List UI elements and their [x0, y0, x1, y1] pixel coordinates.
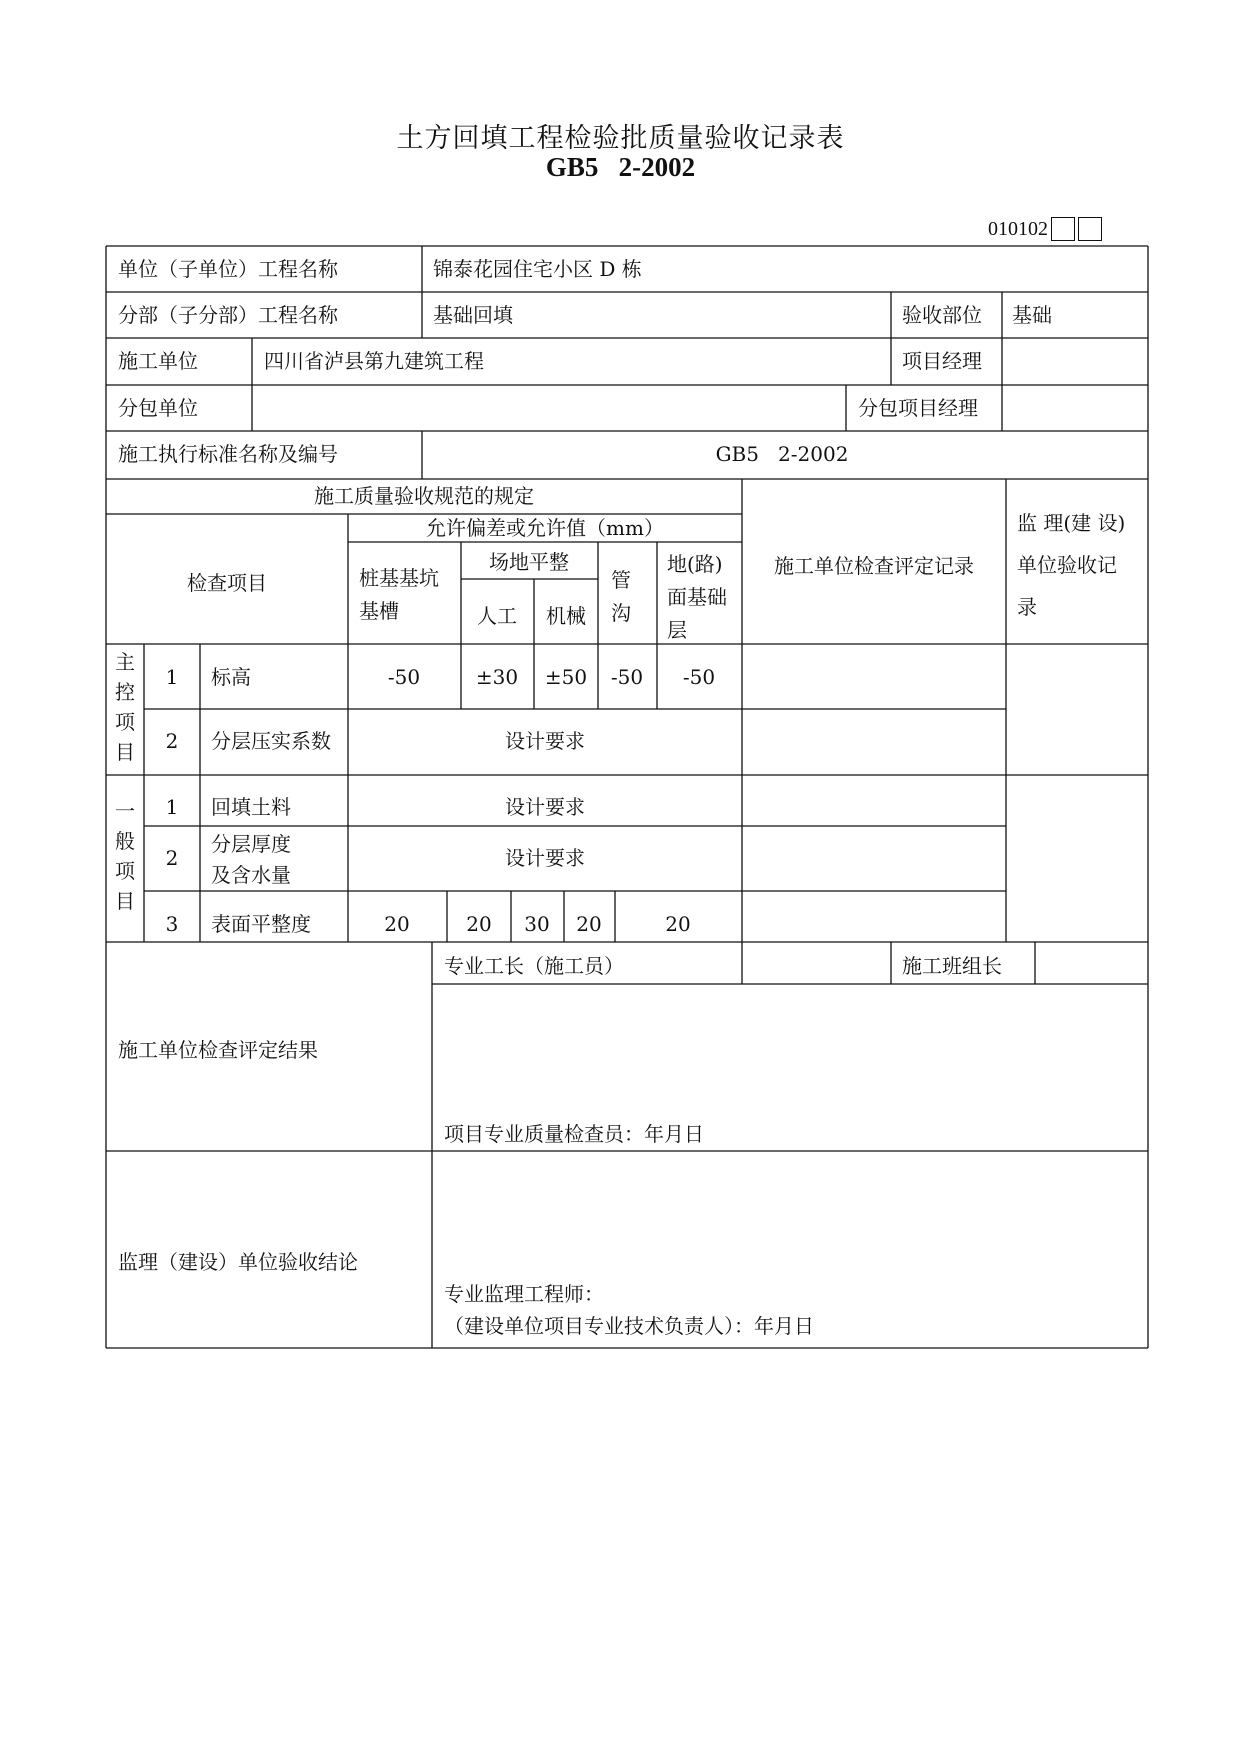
spec-heading: 施工质量验收规范的规定	[314, 484, 534, 508]
standard-field[interactable]: GB5 2-2002	[715, 442, 849, 466]
contractor-result-label: 施工单位检查评定结果	[118, 1038, 318, 1062]
main-items-group: 主 控 项 目	[115, 650, 135, 764]
acceptance-part-label: 验收部位	[902, 303, 982, 327]
general-row-3-machine: 30	[524, 912, 550, 936]
contractor-label: 施工单位	[118, 349, 198, 373]
col-ground-base: 地(路) 面基础 层	[667, 552, 727, 642]
form-code-number: 010102	[988, 217, 1048, 240]
quality-inspector-signature: 项目专业质量检查员：年月日	[444, 1122, 704, 1146]
general-row-3-name: 表面平整度	[211, 912, 311, 936]
main-row-1-manual: ±30	[475, 665, 519, 689]
foreman-label: 专业工长（施工员）	[444, 954, 624, 978]
standard-label: 施工执行标准名称及编号	[118, 442, 338, 466]
col-machine: 机械	[546, 604, 586, 628]
main-row-2-name: 分层压实系数	[211, 729, 331, 753]
col-site-leveling: 场地平整	[489, 550, 569, 574]
main-row-1-ground: -50	[682, 665, 716, 689]
main-row-1-pile: -50	[387, 665, 421, 689]
acceptance-part-field[interactable]: 基础	[1012, 303, 1052, 327]
supervisor-record-heading: 监 理(建 设) 单位验收记 录	[1017, 511, 1126, 619]
contractor-record-heading: 施工单位检查评定记录	[774, 554, 974, 578]
general-row-3-pipe: 20	[576, 912, 602, 936]
general-row-3-no: 3	[165, 912, 179, 936]
contractor-field[interactable]: 四川省泸县第九建筑工程	[264, 349, 484, 373]
check-item-heading: 检查项目	[187, 571, 267, 595]
main-row-2-requirement: 设计要求	[505, 729, 585, 753]
general-row-3-manual: 20	[466, 912, 492, 936]
subcontractor-label: 分包单位	[118, 396, 198, 420]
general-row-2-requirement: 设计要求	[505, 846, 585, 870]
col-pile-pit: 桩基基坑 基槽	[359, 566, 439, 623]
main-row-1-pipe: -50	[610, 665, 644, 689]
team-leader-label: 施工班组长	[902, 954, 1002, 978]
project-manager-label: 项目经理	[902, 349, 982, 373]
owner-representative-signature: （建设单位项目专业技术负责人）：年月日	[444, 1314, 814, 1338]
main-row-2-no: 2	[165, 729, 179, 753]
unit-label: 单位（子单位）工程名称	[118, 257, 338, 281]
col-pipe-trench: 管 沟	[611, 568, 631, 625]
standard-code: GB5 2-2002	[545, 152, 696, 182]
unit-value-field[interactable]: 锦泰花园住宅小区 D 栋	[433, 257, 642, 281]
general-row-2-name: 分层厚度 及含水量	[211, 832, 291, 887]
general-row-1-no: 1	[165, 795, 179, 819]
general-row-1-requirement: 设计要求	[505, 795, 585, 819]
general-items-group: 一 般 项 目	[115, 799, 135, 913]
main-row-1-machine: ±50	[544, 665, 588, 689]
general-row-3-ground: 20	[665, 912, 691, 936]
main-row-1-no: 1	[165, 665, 179, 689]
division-value-field[interactable]: 基础回填	[433, 303, 513, 327]
general-row-3-pile: 20	[384, 912, 410, 936]
page-title: 土方回填工程检验批质量验收记录表	[396, 123, 845, 154]
col-manual: 人工	[477, 604, 517, 628]
sub-manager-label: 分包项目经理	[858, 396, 978, 420]
tolerance-heading: 允许偏差或允许值（mm）	[426, 516, 664, 540]
division-label: 分部（子分部）工程名称	[118, 303, 338, 327]
general-row-1-name: 回填土料	[211, 795, 291, 819]
general-row-2-no: 2	[165, 846, 179, 870]
main-row-1-name: 标高	[211, 665, 251, 689]
supervising-engineer-signature: 专业监理工程师：	[444, 1282, 604, 1306]
supervisor-conclusion-label: 监理（建设）单位验收结论	[118, 1250, 358, 1274]
